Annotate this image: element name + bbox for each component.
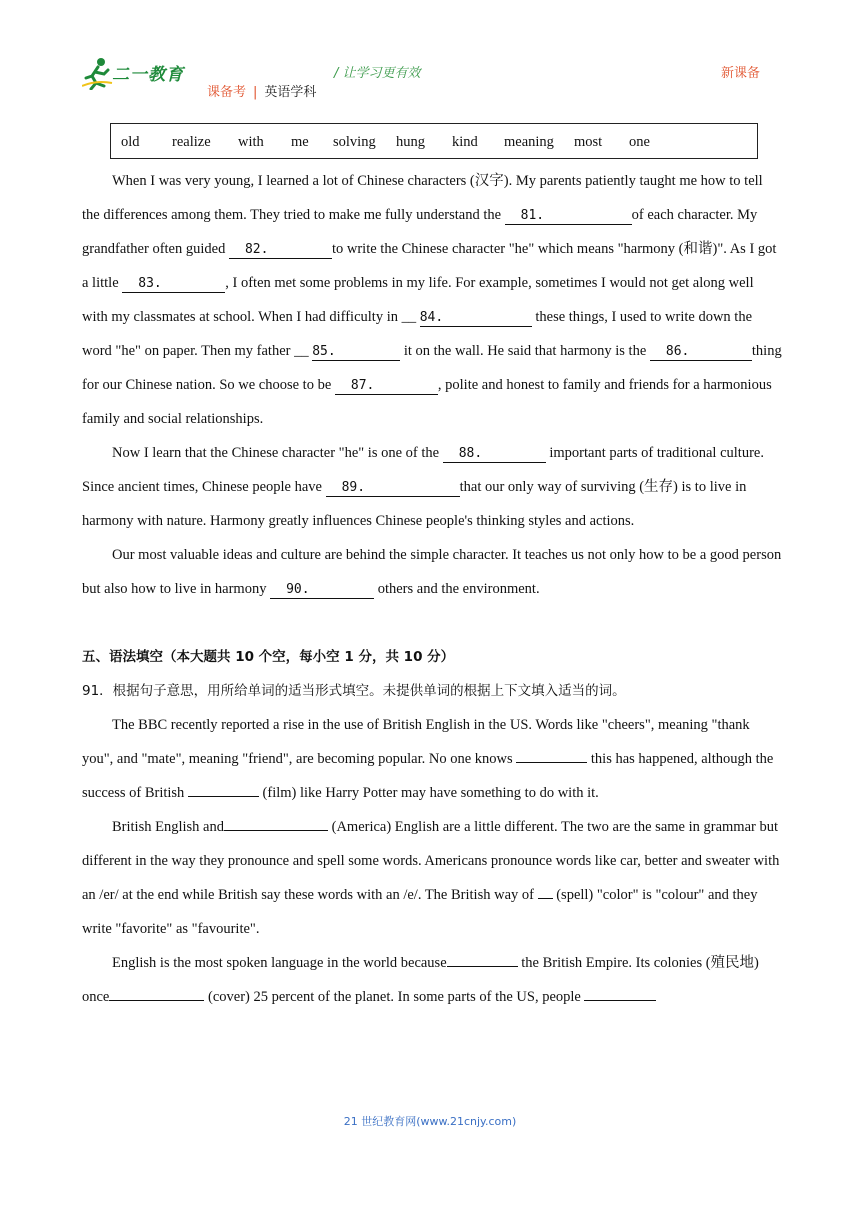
blank-84[interactable]: 84. [420, 309, 532, 327]
word-bank-box [110, 123, 758, 159]
blank-84-lead: __ [401, 309, 417, 325]
blank-85-lead: __ [294, 343, 309, 359]
word-bank-item: kind [452, 134, 478, 150]
header-right-label: 新课备 [721, 66, 761, 81]
grammar-blank[interactable] [516, 762, 587, 763]
word-bank-item: hung [396, 134, 425, 150]
passage-paragraph: When I was very young, I learned a lot of Chinese characters (汉字). My parents patiently taught me how to tell the differences among them. They tried to make me fully understand the 81. of each character. My grandfather often guided 82. to write the Chinese character "he" which means "harmony (和谐)". As I got a little 83. , I often met some problems in my life. For example, sometimes I would not get along well with my classmates at school. When I had difficulty in __ 84. these things, I used to write down the word "he" on paper. Then my father __ 85. it on the wall. He said that harmony is the 86. thing for our Chinese nation. So we choose to be 87. , polite and honest to family and friends for a harmonious family and social relationships. [82, 173, 782, 427]
running-figure-icon [82, 56, 114, 90]
blank-88[interactable]: 88. [443, 445, 546, 463]
grammar-blank[interactable] [188, 796, 259, 797]
blank-87[interactable]: 87. [335, 377, 438, 395]
section-instruction: 91．根据句子意思，用所给单词的适当形式填空。未提供单词的根据上下文填入适当的词。 [82, 683, 626, 699]
passage-paragraph: The BBC recently reported a rise in the use of British English in the US. Words like "cheers", meaning "thank you", and "mate", meaning "friend", are becoming popular. No one knows this has happened, although the success of British (film) like Harry Potter may have something to do with it. [82, 717, 774, 801]
logo-text: 二一教育 [112, 65, 184, 85]
subtitle-subject: 英语学科 [264, 85, 317, 100]
word-bank-item: me [291, 134, 309, 150]
grammar-blank[interactable] [584, 1000, 656, 1001]
subtitle-separator: | [253, 85, 258, 100]
header-subtitle [207, 81, 316, 100]
word-bank-item: meaning [504, 134, 554, 150]
grammar-blank[interactable] [447, 966, 518, 967]
blank-89[interactable]: 89. [326, 479, 460, 497]
word-bank-item: most [574, 134, 603, 150]
page-footer: 21 世纪教育网(www.21cnjy.com) [343, 1115, 517, 1128]
passage-paragraph: English is the most spoken language in the world because the British Empire. Its colonies (殖民地) once (cover) 25 percent of the planet. In some parts of the US, people [82, 955, 759, 1005]
brand-logo [82, 56, 190, 90]
word-bank-item: realize [172, 134, 211, 150]
word-bank-item: solving [333, 134, 376, 150]
blank-86[interactable]: 86. [650, 343, 752, 361]
section-title: 五、语法填空（本大题共 10 个空，每小空 1 分，共 10 分） [82, 649, 455, 665]
passage-paragraph: Now I learn that the Chinese character "he" is one of the 88. important parts of traditional culture. Since ancient times, Chinese people have 89. that our only way of surviving (生存) is to live in harmony with nature. Harmony greatly influences Chinese people's thinking styles and actions. [82, 445, 764, 529]
header-slogan: / 让学习更有效 [334, 66, 421, 81]
subtitle-left: 课备考 [207, 85, 247, 100]
passage-paragraph: Our most valuable ideas and culture are behind the simple character. It teaches us not only how to be a good person but also how to live in harmony 90. others and the environment. [82, 547, 782, 597]
passage-paragraph: British English and (America) English are a little different. The two are the same in grammar but different in the way they pronounce and spell some words. Americans pronounce words like car, better and sweater with an /er/ at the end while British say these words with an /e/. The British way of (spell) "color" is "colour" and they write "favorite" as "favourite". [82, 819, 780, 937]
grammar-blank[interactable] [538, 898, 553, 899]
blank-82[interactable]: 82. [229, 241, 332, 259]
word-bank-item: with [238, 134, 264, 150]
blank-81[interactable]: 81. [505, 207, 632, 225]
blank-90[interactable]: 90. [270, 581, 374, 599]
main-content [82, 164, 782, 1014]
word-bank-item: one [629, 134, 650, 150]
blank-85[interactable]: 85. [312, 343, 400, 361]
blank-83[interactable]: 83. [122, 275, 225, 293]
grammar-blank[interactable] [109, 1000, 204, 1001]
word-bank-item: old [121, 134, 140, 150]
grammar-blank[interactable] [224, 830, 328, 831]
